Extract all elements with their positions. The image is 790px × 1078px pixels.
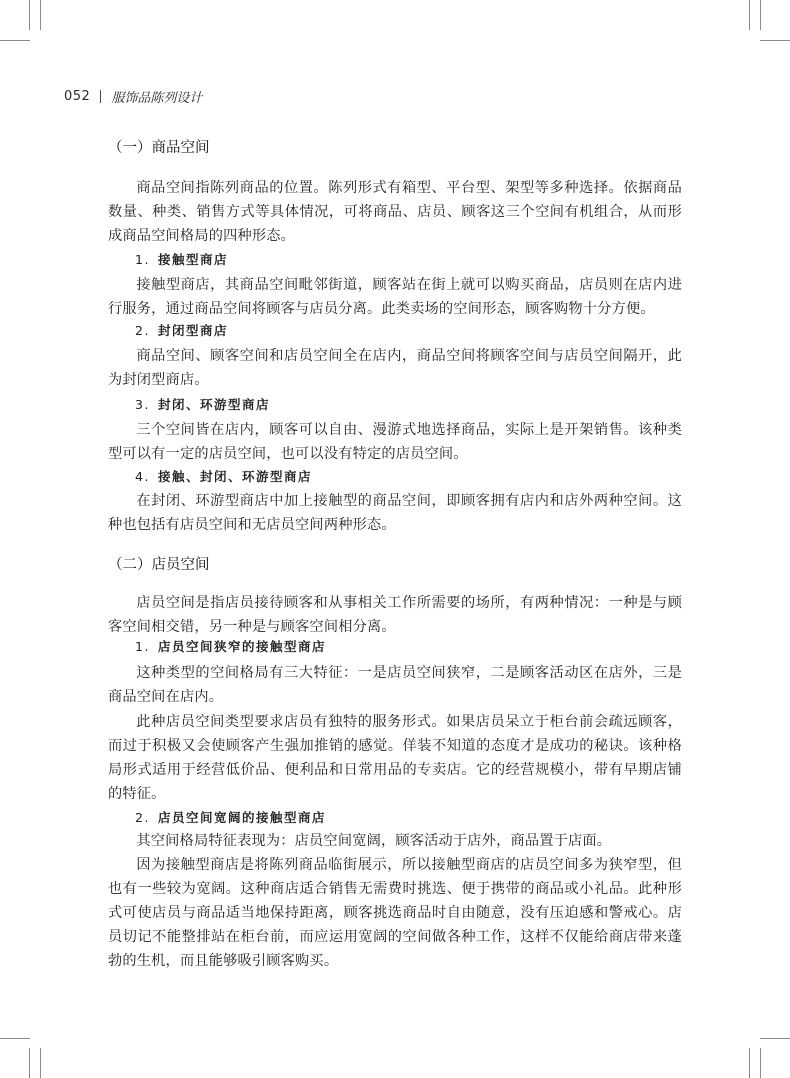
crop-mark <box>0 1038 30 1039</box>
crop-mark <box>760 0 761 30</box>
subheading-number: 1. <box>135 252 150 267</box>
crop-mark <box>749 0 750 30</box>
paragraph: 其空间格局特征表现为：店员空间宽阔，顾客活动于店外，商品置于店面。 <box>136 833 612 849</box>
subheading <box>135 395 270 415</box>
subheading <box>135 637 326 657</box>
crop-mark <box>29 0 30 30</box>
section-heading: （一）商品空间 <box>108 140 210 156</box>
page-number: 052 <box>64 88 91 104</box>
crop-mark <box>40 0 41 30</box>
subheading-number: 2. <box>135 323 150 338</box>
subheading-title: 接触、封闭、环游型商店 <box>157 469 312 484</box>
paragraph: 商品空间、顾客空间和店员空间全在店内，商品空间将顾客空间与店员空间隔开，此为封闭型商店。 <box>108 348 682 388</box>
paragraph: 这种类型的空间格局有三大特征：一是店员空间狭窄，二是顾客活动区在店外，三是商品空间在店内。 <box>108 665 682 705</box>
paragraph: 接触型商店，其商品空间毗邻街道，顾客站在街上就可以购买商品，店员则在店内进行服务，通过商品空间将顾客与店员分离。此类卖场的空间形态，顾客购物十分方便。 <box>108 277 682 317</box>
crop-mark <box>40 1048 41 1078</box>
paragraph: 店员空间是指店员接待顾客和从事相关工作所需要的场所，有两种情况：一种是与顾客空间相交错，另一种是与顾客空间相分离。 <box>108 595 682 635</box>
subheading-number: 2. <box>135 810 150 825</box>
crop-mark <box>760 1048 761 1078</box>
subheading-title: 封闭型商店 <box>157 323 228 338</box>
subheading-title: 接触型商店 <box>157 252 228 267</box>
paragraph: 因为接触型商店是将陈列商品临街展示，所以接触型商店的店员空间多为狭窄型，但也有一些较为宽阔。这种商店适合销售无需费时挑选、便于携带的商品或小礼品。此种形式可使店员与商品适当地保持距离，顾客挑选商品时自由随意，没有压迫感和警戒心。店员切记不能整排站在柜台前，而应运用宽阔的空间做各种工作，这样不仅能给商店带来蓬勃的生机，而且能够吸引顾客购买。 <box>108 857 682 969</box>
section-heading: （二）店员空间 <box>108 557 210 573</box>
crop-mark <box>760 40 790 41</box>
subheading <box>135 250 228 270</box>
divider <box>100 90 101 103</box>
paragraph: 商品空间指陈列商品的位置。陈列形式有箱型、平台型、架型等多种选择。依据商品数量、种类、销售方式等具体情况，可将商品、店员、顾客这三个空间有机组合，从而形成商品空间格局的四种形态。 <box>108 180 682 244</box>
subheading-title: 店员空间狭窄的接触型商店 <box>157 639 326 654</box>
subheading-number: 1. <box>135 639 150 654</box>
paragraph: 三个空间皆在店内，顾客可以自由、漫游式地选择商品，实际上是开架销售。该种类型可以有一定的店员空间，也可以没有特定的店员空间。 <box>108 422 682 462</box>
subheading-title: 封闭、环游型商店 <box>157 397 270 412</box>
crop-mark <box>760 1038 790 1039</box>
crop-mark <box>749 1048 750 1078</box>
subheading <box>135 808 326 828</box>
crop-mark <box>0 40 30 41</box>
paragraph: 此种店员空间类型要求店员有独特的服务形式。如果店员呆立于柜台前会疏远顾客，而过于积极又会使顾客产生强加推销的感觉。佯装不知道的态度才是成功的秘诀。该种格局形式适用于经营低价品、便利品和日常用品的专卖店。它的经营规模小，带有早期店铺的特征。 <box>108 714 682 802</box>
paragraph: 在封闭、环游型商店中加上接触型的商品空间，即顾客拥有店内和店外两种空间。这种也包括有店员空间和无店员空间两种形态。 <box>108 493 682 533</box>
subheading <box>135 321 228 341</box>
subheading-title: 店员空间宽阔的接触型商店 <box>157 810 326 825</box>
subheading-number: 4. <box>135 469 150 484</box>
running-head <box>64 86 202 106</box>
crop-mark <box>29 1048 30 1078</box>
subheading-number: 3. <box>135 397 150 412</box>
subheading <box>135 467 312 487</box>
book-title: 服饰品陈列设计 <box>111 90 203 106</box>
